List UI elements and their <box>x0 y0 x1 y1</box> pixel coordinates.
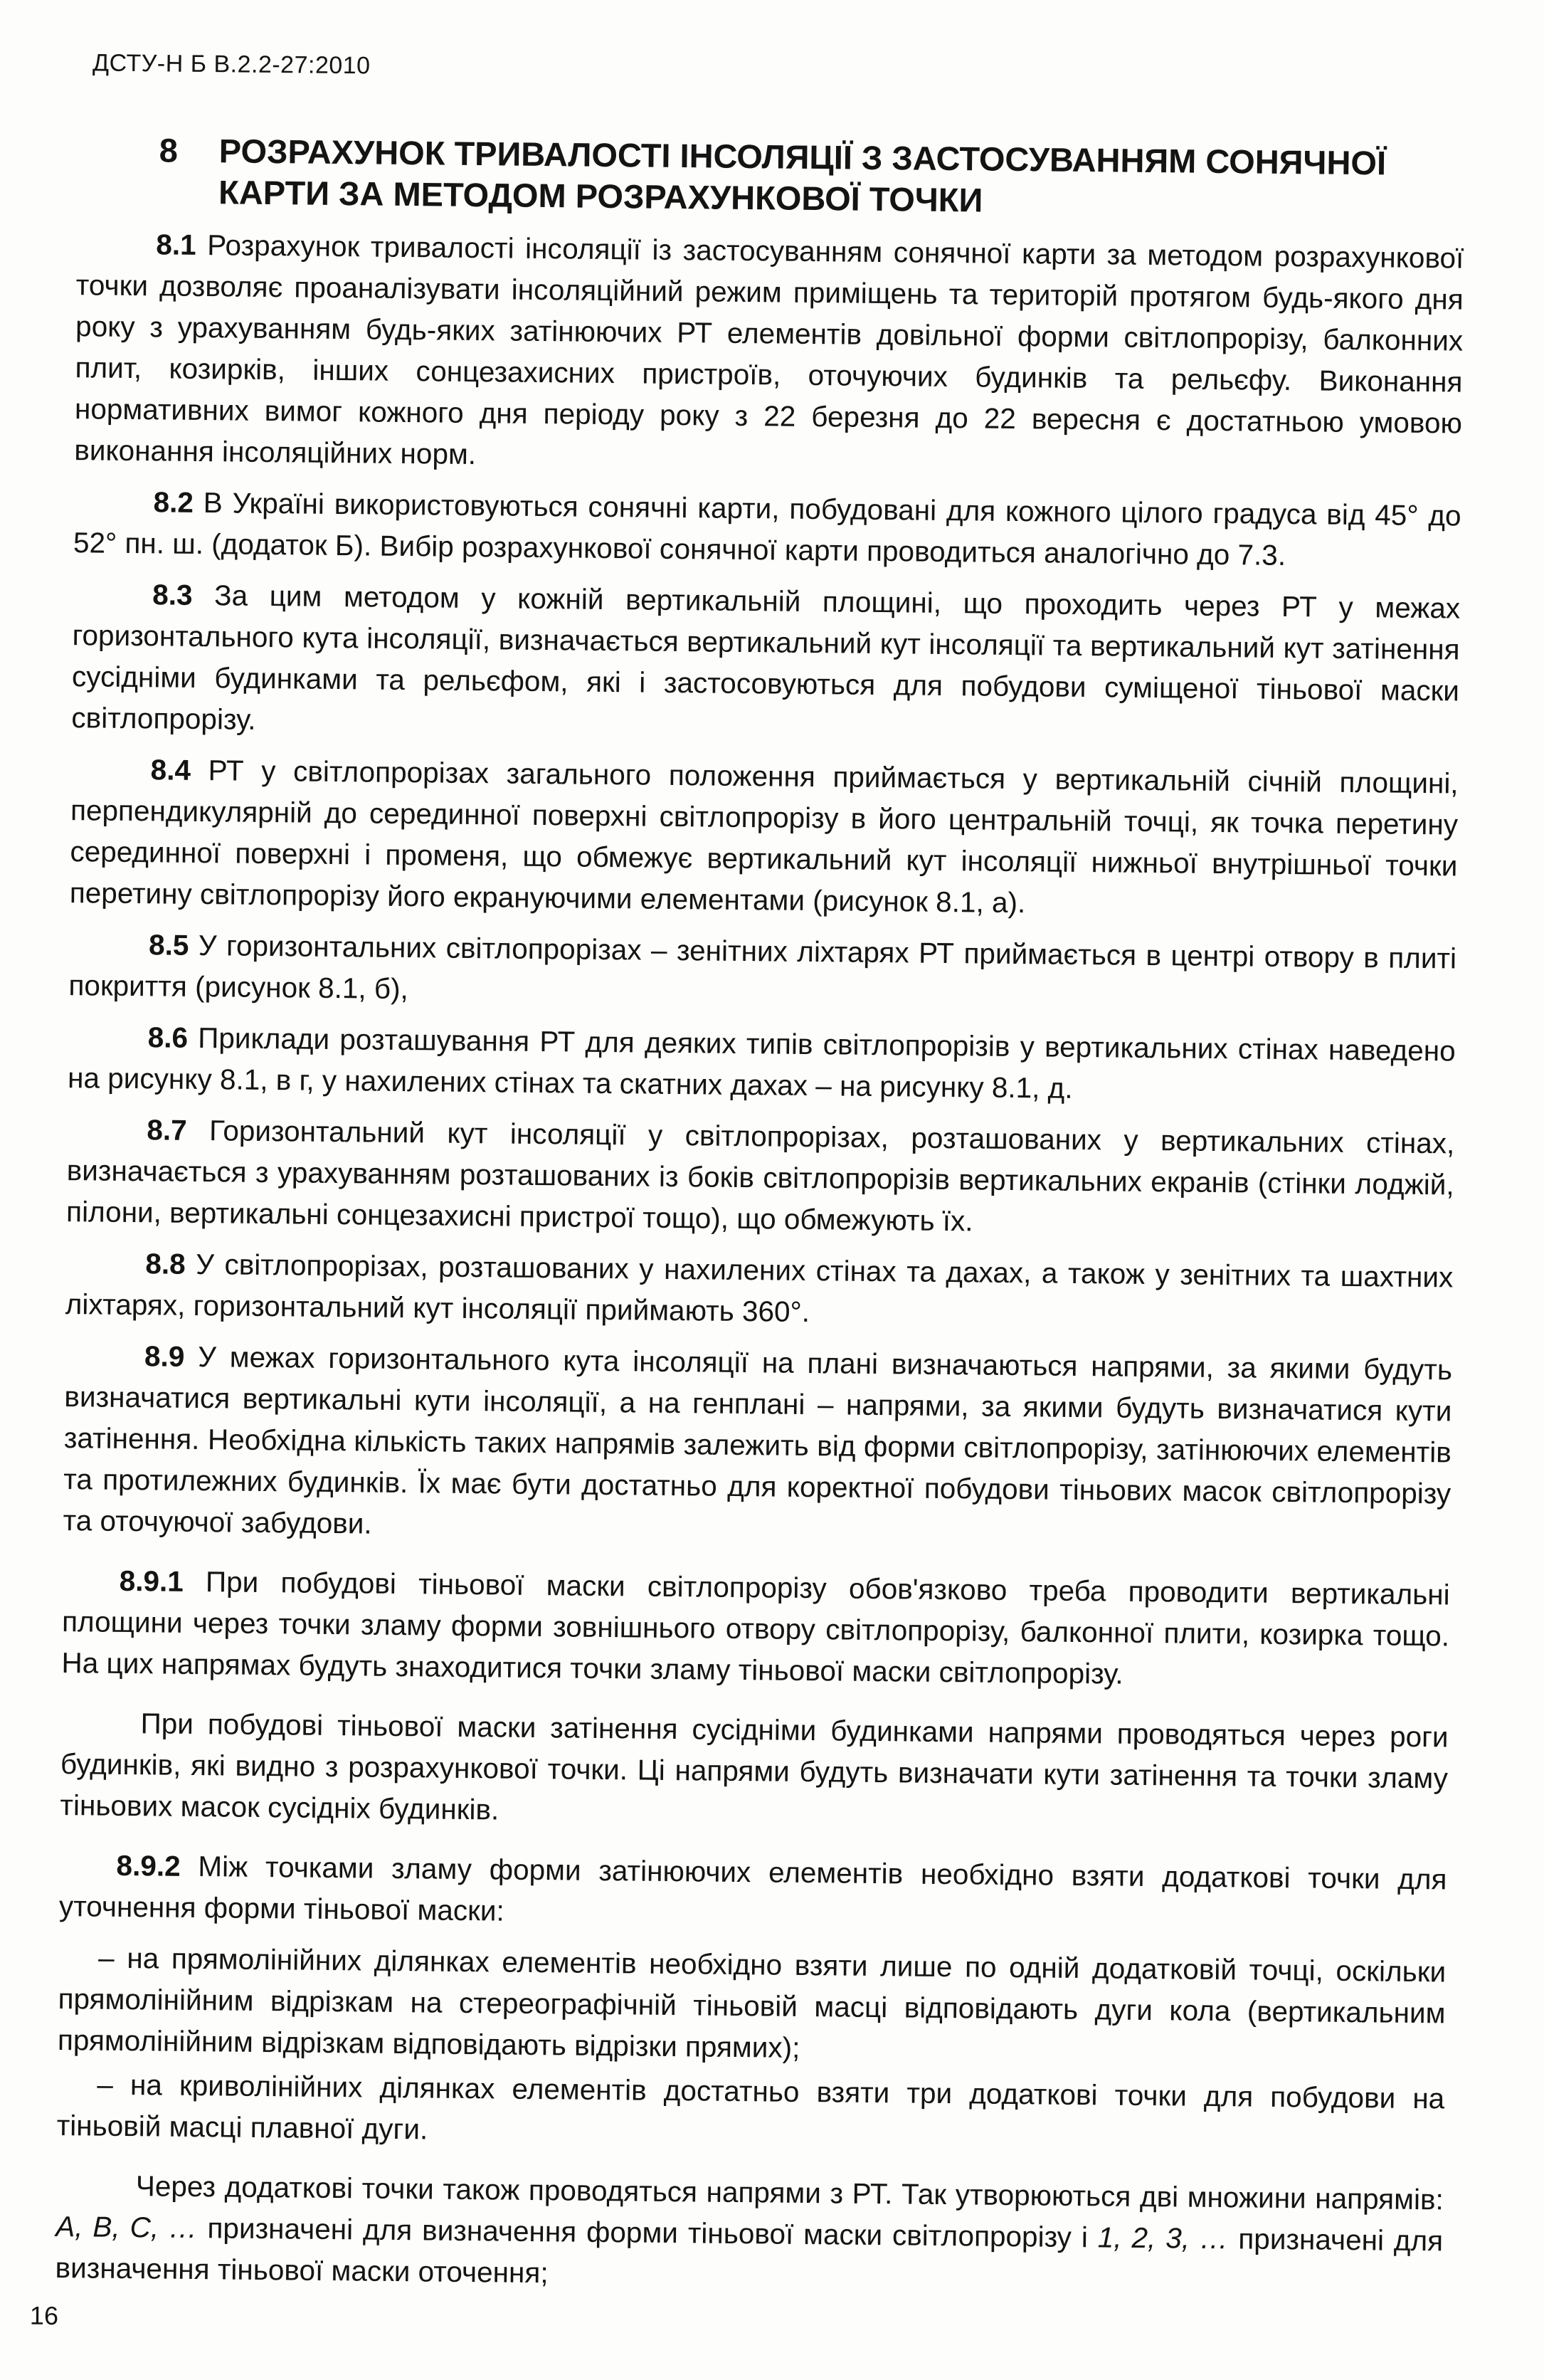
paragraph-number: 8.4 <box>150 753 191 786</box>
paragraph-text: У світлопрорізах, розташованих у нахилених стінах та дахах, а також у зенітних та шахтних ліхтарях, горизонтальний кут інсоляції приймають 360°. <box>65 1247 1454 1329</box>
paragraph-8-3 <box>71 573 1460 752</box>
paragraph-text: При побудові тіньової маски затінення сусідніми будинками напрями проводяться через роги будинків, які видно з розрахункової точки. Ці напрями будуть визначати кути затінення та точки зламу тіньових масок сусідніх будинків. <box>60 1707 1449 1826</box>
paragraph-text: Приклади розташування РТ для деяких типів світлопрорізів у вертикальних стінах наведено на рисунку 8.1, в г, у нахилених стінах та скатних дахах – на рисунку 8.1, д. <box>67 1021 1456 1105</box>
paragraph-text: Розрахунок тривалості інсоляції із застосуванням сонячної карти за методом розрахункової точки дозволяє проаналізувати інсоляційний режим приміщень та територій протягом будь-якого дня року з урахуванням будь-яких затінюючих РТ елементів довільної форми світлопрорізу, балконних плит, козирків, інших сонцезахисних пристроїв, оточуючих будинків та рельєфу. Виконання нормативних вимог кожного дня періоду року з 22 березня до 22 вересня є достатньою умовою виконання інсоляційних норм. <box>74 228 1464 471</box>
paragraph-text: При побудові тіньової маски світлопрорізу обов'язково треба проводити вертикальні площини через точки зламу форми зовнішнього отвору світлопрорізу, балконної плити, козирка тощо. На цих напрямах будуть знаходитися точки зламу тіньової маски світлопрорізу. <box>61 1564 1450 1690</box>
paragraph-number: 8.3 <box>152 578 193 611</box>
list-item-text: – на криволінійних ділянках елементів достатньо взяти три додаткові точки для побудови на тіньовій масці плавної дуги. <box>56 2068 1445 2146</box>
list-item-straight-segments <box>58 1937 1447 2075</box>
page-number: 16 <box>29 2300 59 2331</box>
list-item-text: – на прямолінійних ділянках елементів необхідно взяти лише по одній додатковій точці, оскільки прямолінійним відрізкам на стереографічній тіньовій масці відповідають дуги кола (вертикальним прямолінійним відрізкам відповідають відрізки прямих); <box>57 1941 1447 2064</box>
paragraph-number: 8.8 <box>145 1247 186 1280</box>
paragraph-8-8 <box>65 1242 1454 1339</box>
list-item-curved-segments <box>56 2063 1444 2160</box>
paragraph-8-7 <box>66 1108 1455 1246</box>
paragraph-8-2 <box>73 480 1461 577</box>
paragraph-text: У межах горизонтального кута інсоляції на плані визначаються напрями, за якими будуть визначатися вертикальні кути інсоляції, а на генплані – напрями, за якими будуть визначатися кути затінення. Необхідна кількість таких напрямів залежить від форми світлопрорізу, затінюючих елементів та протилежних будинків. Їх має бути достатньо для коректної побудови тіньових масок світлопрорізу та оточуючої забудови. <box>63 1339 1453 1540</box>
paragraph-8-9-1 <box>61 1559 1450 1697</box>
document-header: ДСТУ-Н Б В.2.2-27:2010 <box>92 49 371 80</box>
paragraph-text: Горизонтальний кут інсоляції у світлопрорізах, розташованих у вертикальних стінах, визначається з урахуванням розташованих із боків світлопрорізів вертикальних екранів (стінки лоджій, пілони, вертикальні сонцезахисні пристрої тощо), що обмежують їх. <box>65 1113 1455 1238</box>
paragraph-number: 8.9.2 <box>116 1848 181 1883</box>
paragraph-text: призначені для визначення тіньової маски оточення; <box>55 2222 1444 2290</box>
body-text <box>55 223 1464 2312</box>
section-title: РОЗРАХУНОК ТРИВАЛОСТІ ІНСОЛЯЦІЇ З ЗАСТОСУВАННЯМ СОНЯЧНОЇ КАРТИ ЗА МЕТОДОМ РОЗРАХУНКОВОЇ ТОЧКИ <box>218 132 1387 219</box>
paragraph-8-6 <box>68 1016 1456 1112</box>
paragraph-text: Через додаткові точки також проводяться напрями з РТ. Так утворюються дві множини напрямів: <box>135 2169 1444 2216</box>
paragraph-number: 8.7 <box>147 1113 187 1147</box>
paragraph-8-4 <box>70 748 1459 927</box>
paragraph-number: 8.9 <box>144 1339 185 1373</box>
paragraph-text: призначені для визначення форми тіньової маски світлопрорізу і <box>197 2211 1099 2254</box>
direction-letters: А, В, С, … <box>55 2209 198 2245</box>
paragraph-number: 8.6 <box>147 1021 189 1054</box>
paragraph-number: 8.2 <box>153 485 194 519</box>
paragraph-number: 8.5 <box>148 928 189 962</box>
paragraph-8-5 <box>68 923 1456 1020</box>
paragraph-number: 8.9.1 <box>119 1564 184 1598</box>
paragraph-number: 8.1 <box>156 228 196 261</box>
paragraph-8-1 <box>74 223 1464 485</box>
paragraph-text: Між точками зламу форми затінюючих елементів необхідно взяти додаткові точки для уточнення форми тіньової маски: <box>58 1849 1447 1927</box>
direction-numbers: 1, 2, 3, … <box>1097 2221 1229 2255</box>
section-number: 8 <box>159 131 179 169</box>
paragraph-text: РТ у світлопрорізах загального положення приймається у вертикальній січній площині, перпендикулярній до серединної поверхні світлопрорізу в його центральній точці, як точка перетину серединної поверхні і променя, що обмежує вертикальний кут інсоляції нижньої внутрішньої точки перетину світлопрорізу його екрануючими елементами (рисунок 8.1, а). <box>69 753 1459 920</box>
section-heading <box>159 130 1454 226</box>
paragraph-text: В Україні використовуються сонячні карти, побудовані для кожного цілого градуса від 45° до 52° пн. ш. (додаток Б). Вибір розрахункової сонячної карти проводиться аналогічно до 7.3. <box>73 485 1461 572</box>
paragraph-8-9-2 <box>59 1844 1447 1941</box>
paragraph-text: У горизонтальних світлопрорізах – зенітних ліхтарях РТ приймається в центрі отвору в плиті покриття (рисунок 8.1, б), <box>68 928 1457 1006</box>
paragraph-8-9-1-continued <box>60 1702 1449 1840</box>
paragraph-text: За цим методом у кожній вертикальній площині, що проходить через РТ у межах горизонтального кута інсоляції, визначається вертикальний кут інсоляції та вертикальний кут затінення сусідніми будинками та рельєфом, які і застосовуються для побудови суміщеної тіньової маски світлопрорізу. <box>71 578 1461 736</box>
paragraph-8-9 <box>63 1334 1452 1555</box>
paragraph-directions <box>55 2164 1444 2302</box>
